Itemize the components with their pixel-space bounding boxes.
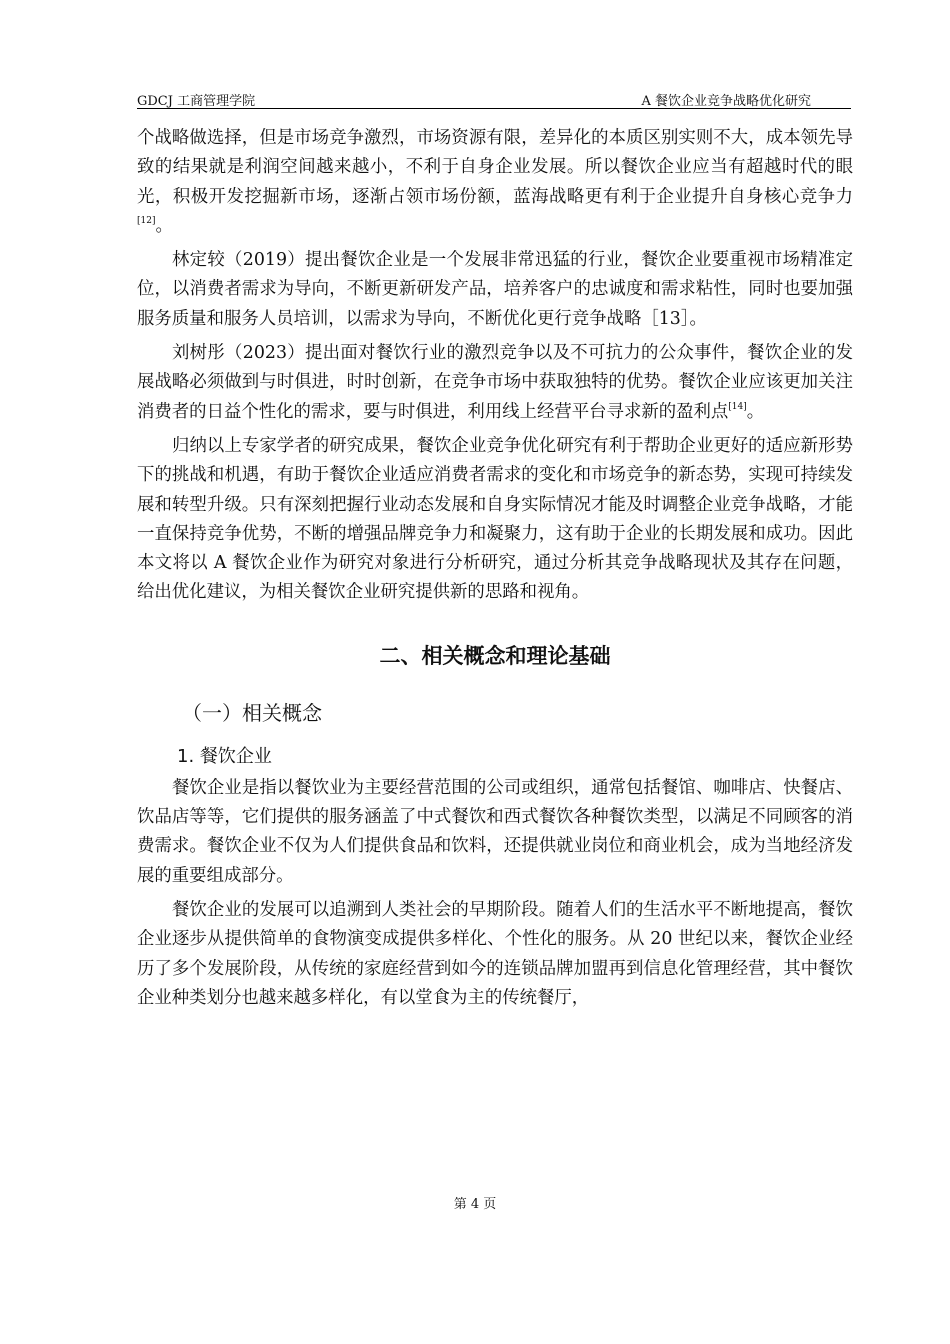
- page-header: [137, 86, 851, 109]
- section-heading: （一）相关概念: [182, 700, 322, 725]
- subsection-heading: 1. 餐饮企业: [177, 745, 272, 767]
- page-body: [137, 124, 853, 1018]
- paragraph-history: 餐饮企业的发展可以追溯到人类社会的早期阶段。随着人们的生活水平不断地提高，餐饮企业逐步从提供简单的食物演变成提供多样化、个性化的服务。从 20 世纪以来，餐饮企业经历了多个发展阶段，从传统的家庭经营到如今的连锁品牌加盟再到信息化管理经营，其中餐饮企业种类划分也越来越多样化，有以堂食为主的传统餐厅，: [137, 899, 853, 1008]
- header-title: A 餐饮企业竞争战略优化研究: [641, 94, 811, 109]
- paragraph-summary: 归纳以上专家学者的研究成果，餐饮企业竞争优化研究有利于帮助企业更好的适应新形势下的挑战和机遇，有助于餐饮企业适应消费者需求的变化和市场竞争的新态势，实现可持续发展和转型升级。只有深刻把握行业动态发展和自身实际情况才能及时调整企业竞争战略，才能一直保持竞争优势，不断的增强品牌竞争力和凝聚力，这有助于企业的长期发展和成功。因此本文将以 A 餐饮企业作为研究对象进行分析研究，通过分析其竞争战略现状及其存在问题，给出优化建议，为相关餐饮企业研究提供新的思路和视角。: [137, 435, 853, 603]
- paragraph-lin: 林定较（2019）提出餐饮企业是一个发展非常迅猛的行业，餐饮企业要重视市场精准定位，以消费者需求为导向，不断更新研发产品，培养客户的忠诚度和需求粘性，同时也要加强服务质量和服务人员培训，以需求为导向，不断优化更行竞争战略［13］。: [137, 250, 853, 329]
- header-school: GDCJ 工商管理学院: [137, 94, 256, 109]
- paragraph-liu: 刘树彤（2023）提出面对餐饮行业的激烈竞争以及不可抗力的公众事件，餐饮企业的发展战略必须做到与时俱进，时时创新，在竞争市场中获取独特的优势。餐饮企业应该更加关注消费者的日益个性化的需求，要与时俱进，利用线上经营平台寻求新的盈利点[14]。: [137, 343, 853, 422]
- paragraph-definition: 餐饮企业是指以餐饮业为主要经营范围的公司或组织，通常包括餐馆、咖啡店、快餐店、饮品店等等，它们提供的服务涵盖了中式餐饮和西式餐饮各种餐饮类型，以满足不同顾客的消费需求。餐饮企业不仅为人们提供食品和饮料，还提供就业岗位和商业机会，成为当地经济发展的重要组成部分。: [137, 777, 853, 886]
- page-number: 第 4 页: [453, 1197, 497, 1212]
- citation-12: [12]: [137, 215, 156, 226]
- chapter-heading: 二、相关概念和理论基础: [379, 643, 611, 668]
- citation-14: [14]: [728, 401, 747, 412]
- paragraph-continuation: 个战略做选择，但是市场竞争激烈，市场资源有限，差异化的本质区别实则不大，成本领先导致的结果就是利润空间越来越小，不利于自身企业发展。所以餐饮企业应当有超越时代的眼光，积极开发挖掘新市场，逐渐占领市场份额，蓝海战略更有利于企业提升自身核心竞争力[12]。: [137, 128, 853, 236]
